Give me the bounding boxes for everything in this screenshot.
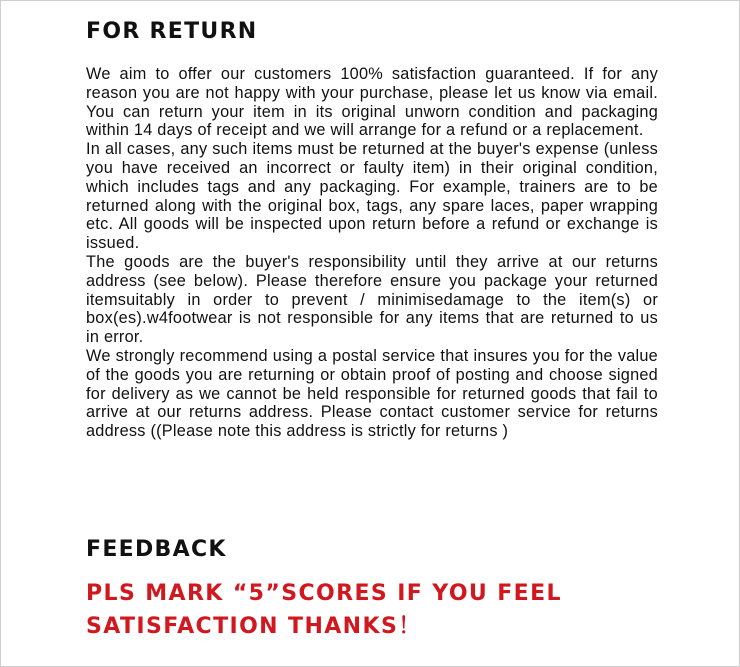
for-return-heading: FOR RETURN bbox=[86, 19, 258, 44]
feedback-note-line-1: PLS MARK “5”SCORES IF YOU FEEL bbox=[86, 581, 562, 606]
feedback-heading: FEEDBACK bbox=[86, 537, 227, 562]
return-policy-text bbox=[86, 65, 658, 441]
return-paragraph-postal-service: We strongly recommend using a postal service that insures you for the value of the goods you are returning or obtain proof of posting and choose signed for delivery as we cannot be held responsible for returned goods that fail to arrive at our returns address. Please contact customer service for returns address ((Please note this address is strictly for returns ) bbox=[86, 346, 658, 441]
feedback-note-line-2: SATISFACTION THANKS！ bbox=[86, 614, 422, 639]
return-paragraph-buyer-expense: In all cases, any such items must be returned at the buyer's expense (unless you have received an incorrect or faulty item) in their original condition, which includes tags and any packaging. For example, trainers are to be returned along with the original box, tags, any spare laces, paper wrapping etc. All goods will be inspected upon return before a refund or exchange is issued. bbox=[86, 140, 658, 253]
return-paragraph-responsibility: The goods are the buyer's responsibility until they arrive at our returns address (see below). Please therefore ensure you package your returned itemsuitably in order to prevent / minimisedamage to the item(s) or box(es).w4footwear is not responsible for any items that are returned to us in error. bbox=[86, 252, 658, 347]
feedback-request-note bbox=[86, 577, 706, 643]
return-paragraph-satisfaction: We aim to offer our customers 100% satisfaction guaranteed. If for any reason you are not happy with your purchase, please let us know via email. You can return your item in its original unworn condition and packaging within 14 days of receipt and we will arrange for a refund or a replacement. bbox=[86, 65, 658, 140]
